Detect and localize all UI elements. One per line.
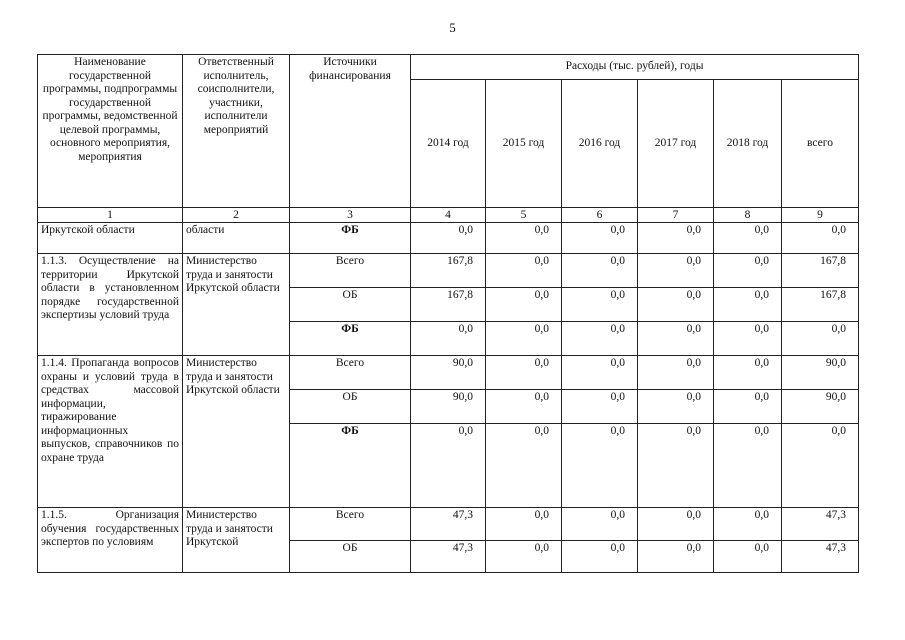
total-value: 90,0 [782, 356, 859, 390]
expenses-table [37, 54, 859, 573]
year-value: 0,0 [562, 356, 638, 390]
year-value: 0,0 [562, 322, 638, 356]
funding-source: ОБ [290, 541, 411, 573]
year-value: 0,0 [562, 390, 638, 424]
header-program-name: Наименование государственной программы, подпрограммы государственной программы, ведомственной целевой программы, основного мероприятия, мероприятия [38, 55, 183, 208]
executor: Министерство труда и занятости Иркутской [183, 508, 290, 573]
year-value: 0,0 [562, 223, 638, 254]
col-number: 9 [782, 208, 859, 223]
year-value: 0,0 [486, 254, 562, 288]
funding-source: Всего [290, 356, 411, 390]
executor: Министерство труда и занятости Иркутской области [183, 356, 290, 508]
col-number: 3 [290, 208, 411, 223]
total-value: 167,8 [782, 288, 859, 322]
header-expenses: Расходы (тыс. рублей), годы [411, 55, 859, 80]
year-value: 0,0 [486, 322, 562, 356]
year-value: 0,0 [562, 254, 638, 288]
year-value: 0,0 [486, 508, 562, 541]
year-value: 0,0 [562, 424, 638, 508]
year-value: 0,0 [638, 508, 714, 541]
header-executor: Ответственный исполнитель, соисполнители, участники, исполнители мероприятий [183, 55, 290, 208]
year-value: 90,0 [411, 390, 486, 424]
year-value: 0,0 [638, 356, 714, 390]
page-number: 5 [449, 20, 456, 35]
total-value: 90,0 [782, 390, 859, 424]
col-number: 7 [638, 208, 714, 223]
year-value: 0,0 [486, 356, 562, 390]
year-value: 0,0 [411, 424, 486, 508]
header-year-2016: 2016 год [562, 80, 638, 208]
year-value: 47,3 [411, 541, 486, 573]
funding-source: ФБ [290, 424, 411, 508]
funding-source: ФБ [290, 322, 411, 356]
program-name: 1.1.5. Организация обучения государственных экспертов по условиям [38, 508, 183, 573]
year-value: 0,0 [638, 288, 714, 322]
header-year-2017: 2017 год [638, 80, 714, 208]
year-value: 0,0 [714, 223, 782, 254]
executor: области [183, 223, 290, 254]
header-year-2014: 2014 год [411, 80, 486, 208]
year-value: 0,0 [638, 424, 714, 508]
program-name: Иркутской области [38, 223, 183, 254]
year-value: 0,0 [714, 254, 782, 288]
total-value: 47,3 [782, 541, 859, 573]
year-value: 0,0 [562, 541, 638, 573]
year-value: 0,0 [486, 223, 562, 254]
year-value: 0,0 [714, 288, 782, 322]
year-value: 0,0 [714, 356, 782, 390]
year-value: 0,0 [486, 288, 562, 322]
year-value: 0,0 [714, 508, 782, 541]
executor: Министерство труда и занятости Иркутской области [183, 254, 290, 356]
year-value: 0,0 [562, 288, 638, 322]
year-value: 0,0 [638, 390, 714, 424]
col-number: 5 [486, 208, 562, 223]
col-number: 4 [411, 208, 486, 223]
year-value: 0,0 [486, 541, 562, 573]
year-value: 0,0 [411, 223, 486, 254]
col-number: 6 [562, 208, 638, 223]
year-value: 0,0 [638, 254, 714, 288]
funding-source: ФБ [290, 223, 411, 254]
program-name: 1.1.3. Осуществление на территории Иркутской области в установленном порядке государственной экспертизы условий труда [38, 254, 183, 356]
funding-source: Всего [290, 254, 411, 288]
year-value: 0,0 [486, 424, 562, 508]
year-value: 0,0 [714, 541, 782, 573]
year-value: 0,0 [638, 322, 714, 356]
year-value: 0,0 [486, 390, 562, 424]
year-value: 167,8 [411, 254, 486, 288]
header-funding-sources: Источники финансирования [290, 55, 411, 208]
year-value: 0,0 [638, 223, 714, 254]
program-name: 1.1.4. Пропаганда вопросов охраны и условий труда в средствах массовой информации, тиражирование информационных выпусков, справочников по охране труда [38, 356, 183, 508]
year-value: 47,3 [411, 508, 486, 541]
header-year-2015: 2015 год [486, 80, 562, 208]
total-value: 47,3 [782, 508, 859, 541]
funding-source: ОБ [290, 288, 411, 322]
total-value: 0,0 [782, 424, 859, 508]
year-value: 0,0 [714, 390, 782, 424]
funding-source: ОБ [290, 390, 411, 424]
year-value: 0,0 [411, 322, 486, 356]
year-value: 0,0 [714, 424, 782, 508]
year-value: 167,8 [411, 288, 486, 322]
col-number: 1 [38, 208, 183, 223]
total-value: 0,0 [782, 322, 859, 356]
total-value: 0,0 [782, 223, 859, 254]
funding-source: Всего [290, 508, 411, 541]
header-total: всего [782, 80, 859, 208]
total-value: 167,8 [782, 254, 859, 288]
year-value: 90,0 [411, 356, 486, 390]
col-number: 2 [183, 208, 290, 223]
col-number: 8 [714, 208, 782, 223]
year-value: 0,0 [714, 322, 782, 356]
year-value: 0,0 [638, 541, 714, 573]
header-year-2018: 2018 год [714, 80, 782, 208]
year-value: 0,0 [562, 508, 638, 541]
